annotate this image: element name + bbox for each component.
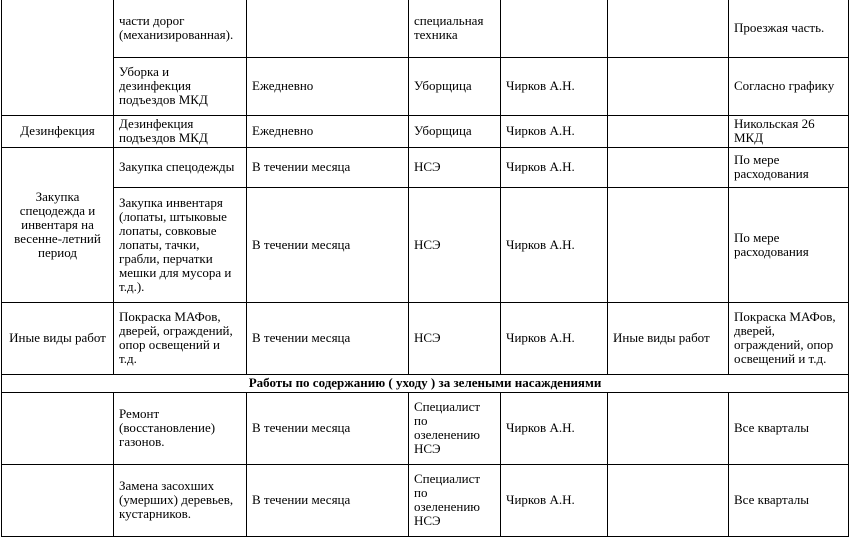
responsible-cell: Чирков А.Н. xyxy=(501,303,608,375)
executor-cell: НСЭ xyxy=(409,148,501,188)
table-row xyxy=(2,116,849,148)
extra-cell xyxy=(608,465,729,537)
period-cell: Ежедневно xyxy=(247,58,409,116)
responsible-cell: Чирков А.Н. xyxy=(501,148,608,188)
table-row xyxy=(2,303,849,375)
category-cell: Иные виды работ xyxy=(2,303,114,375)
responsible-cell: Чирков А.Н. xyxy=(501,465,608,537)
responsible-cell: Чирков А.Н. xyxy=(501,393,608,465)
table-row xyxy=(2,148,849,188)
period-cell xyxy=(247,0,409,58)
place-cell: Согласно графику xyxy=(729,58,849,116)
period-cell: В течении месяца xyxy=(247,393,409,465)
responsible-cell xyxy=(501,0,608,58)
executor-cell: НСЭ xyxy=(409,303,501,375)
extra-cell xyxy=(608,116,729,148)
work-plan-table xyxy=(1,0,849,537)
section-title: Работы по содержанию ( уходу ) за зелеными насаждениями xyxy=(2,375,849,393)
extra-cell xyxy=(608,188,729,303)
work-cell: Ремонт (восстановление) газонов. xyxy=(114,393,247,465)
place-cell: Все кварталы xyxy=(729,465,849,537)
work-cell: Замена засохших (умерших) деревьев, кустарников. xyxy=(114,465,247,537)
executor-cell: Уборщица xyxy=(409,116,501,148)
period-cell: В течении месяца xyxy=(247,465,409,537)
category-cell: Закупка спецодежда и инвентаря на весенне-летний период xyxy=(2,148,114,303)
extra-cell xyxy=(608,148,729,188)
place-cell: По мере расходования xyxy=(729,188,849,303)
table-row xyxy=(2,58,849,116)
executor-cell: НСЭ xyxy=(409,188,501,303)
period-cell: Ежедневно xyxy=(247,116,409,148)
work-cell: части дорог (механизированная). xyxy=(114,0,247,58)
responsible-cell: Чирков А.Н. xyxy=(501,188,608,303)
section-heading-row xyxy=(2,375,849,393)
period-cell: В течении месяца xyxy=(247,148,409,188)
work-cell: Уборка и дезинфекция подъездов МКД xyxy=(114,58,247,116)
period-cell: В течении месяца xyxy=(247,188,409,303)
executor-cell: Специалист по озеленению НСЭ xyxy=(409,465,501,537)
category-cell-empty xyxy=(2,393,114,465)
extra-cell xyxy=(608,0,729,58)
executor-cell: Специалист по озеленению НСЭ xyxy=(409,393,501,465)
place-cell: По мере расходования xyxy=(729,148,849,188)
place-cell: Покраска МАФов, дверей, ограждений, опор освещений и т.д. xyxy=(729,303,849,375)
category-cell-empty xyxy=(2,0,114,116)
extra-cell xyxy=(608,58,729,116)
work-cell: Покраска МАФов, дверей, ограждений, опор освещений и т.д. xyxy=(114,303,247,375)
executor-cell: специальная техника xyxy=(409,0,501,58)
place-cell: Никольская 26 МКД xyxy=(729,116,849,148)
table-row xyxy=(2,393,849,465)
table-row xyxy=(2,465,849,537)
responsible-cell: Чирков А.Н. xyxy=(501,116,608,148)
work-cell: Закупка спецодежды xyxy=(114,148,247,188)
extra-cell xyxy=(608,393,729,465)
period-cell: В течении месяца xyxy=(247,303,409,375)
category-cell: Дезинфекция xyxy=(2,116,114,148)
work-cell: Дезинфекция подъездов МКД xyxy=(114,116,247,148)
work-cell: Закупка инвентаря (лопаты, штыковые лопаты, совковые лопаты, тачки, грабли, перчатки мешки для мусора и т.д.). xyxy=(114,188,247,303)
table-row xyxy=(2,0,849,58)
responsible-cell: Чирков А.Н. xyxy=(501,58,608,116)
place-cell: Все кварталы xyxy=(729,393,849,465)
place-cell: Проезжая часть. xyxy=(729,0,849,58)
category-cell-empty xyxy=(2,465,114,537)
table-row xyxy=(2,188,849,303)
executor-cell: Уборщица xyxy=(409,58,501,116)
extra-cell: Иные виды работ xyxy=(608,303,729,375)
